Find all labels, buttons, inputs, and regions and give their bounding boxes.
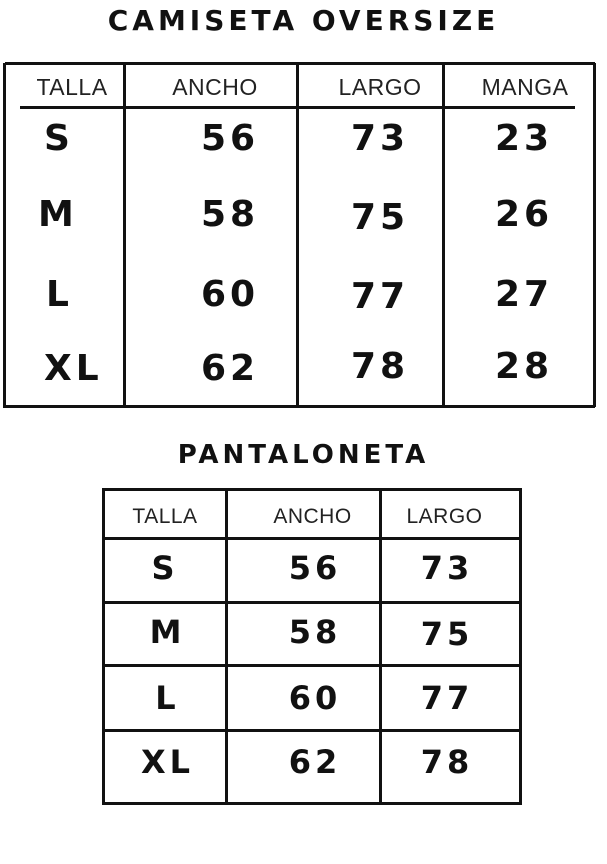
- table-border-top: [102, 488, 522, 491]
- size-label: L: [46, 274, 73, 315]
- header-manga: MANGA: [481, 74, 569, 100]
- column-divider: [519, 488, 522, 805]
- largo-value: 78: [350, 346, 410, 387]
- row-divider: [102, 664, 522, 667]
- size-label: M: [38, 194, 78, 235]
- ancho-value: 56: [200, 118, 260, 159]
- largo-value: 73: [420, 549, 474, 587]
- size-label: S: [44, 118, 74, 159]
- size-label: XL: [44, 348, 103, 389]
- ancho-value: 60: [288, 679, 342, 717]
- ancho-value: 62: [288, 743, 342, 781]
- header-ancho: ANCHO: [172, 74, 258, 100]
- ancho-value: 56: [288, 549, 342, 587]
- header-talla: TALLA: [36, 74, 108, 100]
- header-ancho: ANCHO: [273, 505, 352, 528]
- size-label: XL: [140, 743, 195, 781]
- manga-value: 26: [494, 194, 554, 235]
- largo-value: 77: [350, 276, 410, 317]
- ancho-value: 58: [200, 194, 260, 235]
- size-label: L: [155, 679, 180, 717]
- header-largo: LARGO: [338, 74, 422, 100]
- pantaloneta-title: PANTALONETA: [177, 440, 430, 470]
- manga-value: 28: [494, 346, 554, 387]
- size-label: M: [149, 613, 186, 651]
- manga-value: 23: [494, 118, 554, 159]
- size-label: S: [151, 549, 179, 587]
- largo-value: 75: [420, 615, 474, 653]
- ancho-value: 60: [200, 274, 260, 315]
- largo-value: 78: [420, 743, 474, 781]
- ancho-value: 58: [288, 613, 342, 651]
- header-largo: LARGO: [406, 505, 483, 528]
- largo-value: 75: [350, 197, 410, 238]
- header-talla: TALLA: [132, 505, 198, 528]
- largo-value: 73: [350, 118, 410, 159]
- ancho-value: 62: [200, 348, 260, 389]
- largo-value: 77: [420, 679, 474, 717]
- manga-value: 27: [494, 274, 554, 315]
- camiseta-title: CAMISETA OVERSIZE: [107, 4, 500, 37]
- table-border-bottom: [102, 802, 522, 805]
